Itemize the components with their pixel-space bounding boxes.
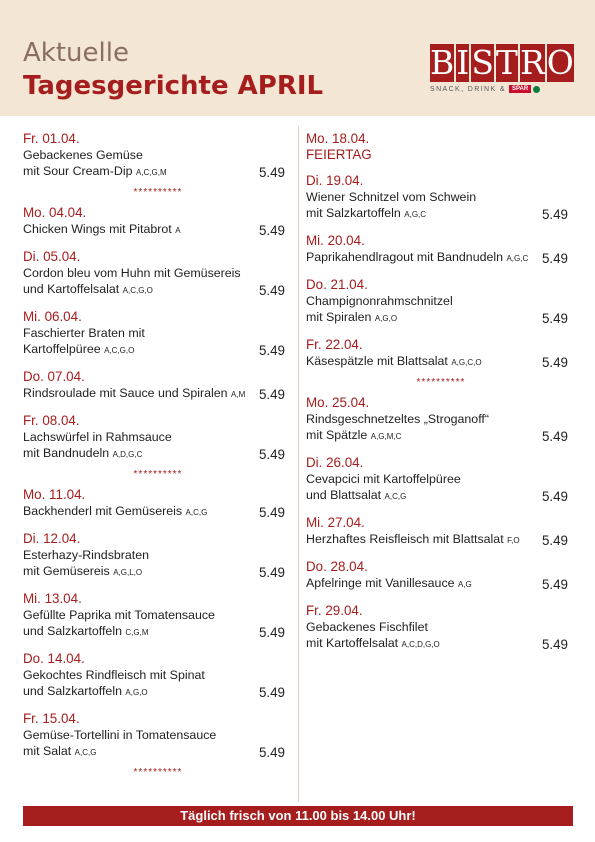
dish-text: Chicken Wings mit Pitabrot	[23, 222, 172, 236]
price: 5.49	[541, 577, 568, 592]
allergen-codes: A,D,G,C	[112, 450, 143, 459]
dish-line	[23, 147, 293, 163]
allergen-codes: C,G,M	[125, 628, 149, 637]
menu-item	[23, 369, 293, 403]
dish-text: Wiener Schnitzel vom Schwein	[306, 190, 477, 204]
price: 5.49	[258, 447, 285, 462]
allergen-codes: A,M	[231, 390, 246, 399]
dish-text: Lachswürfel in Rahmsauce	[23, 430, 172, 444]
menu-day: Mo. 04.04.	[23, 205, 87, 220]
allergen-codes: A,C,G	[74, 748, 97, 757]
dish-text: Backhenderl mit Gemüsereis	[23, 504, 183, 518]
allergen-codes: A,C,D,G,O	[401, 640, 440, 649]
menu-item	[306, 603, 576, 653]
footer-banner: Täglich frisch von 11.00 bis 14.00 Uhr!	[23, 806, 573, 826]
menu-day: Fr. 22.04.	[306, 337, 363, 352]
logo-letter: T	[495, 43, 518, 82]
menu-day: Fr. 08.04.	[23, 413, 80, 428]
dish-text: Gemüse-Tortellini in Tomatensauce	[23, 728, 217, 742]
menu-day: Fr. 01.04.	[23, 131, 80, 146]
allergen-codes: A,C,G,M	[135, 168, 167, 177]
menu-day: Mi. 13.04.	[23, 591, 82, 606]
price: 5.49	[541, 207, 568, 222]
price: 5.49	[258, 625, 285, 640]
dish-text: Kartoffelpüree	[23, 342, 101, 356]
logo-letter: O	[546, 43, 574, 82]
dish-text: Gebackenes Fischfilet	[306, 620, 428, 634]
dish-line	[23, 563, 293, 581]
menu-item	[23, 487, 293, 521]
dish-line	[23, 743, 293, 761]
dish-line	[23, 503, 293, 521]
menu-item	[306, 395, 576, 445]
menu-item	[306, 233, 576, 267]
price: 5.49	[541, 355, 568, 370]
menu-item	[23, 711, 293, 761]
dish-line	[23, 727, 293, 743]
dish-line	[306, 249, 576, 267]
menu-item	[306, 173, 576, 223]
holiday-note: FEIERTAG	[306, 147, 372, 162]
allergen-codes: A,G,O	[125, 688, 148, 697]
dish-line	[306, 353, 576, 371]
allergen-codes: A,G,C	[404, 210, 427, 219]
price: 5.49	[258, 343, 285, 358]
dish-line	[306, 189, 576, 205]
dish-text: Paprikahendlragout mit Bandnudeln	[306, 250, 504, 264]
price: 5.49	[258, 565, 285, 580]
separator-stars: **********	[133, 767, 183, 778]
allergen-codes: A,C,G,O	[122, 286, 153, 295]
dish-text: Käsespätzle mit Blattsalat	[306, 354, 448, 368]
dish-line	[23, 445, 293, 463]
dish-text: Esterhazy-Rindsbraten	[23, 548, 150, 562]
logo-subtitle	[430, 85, 573, 93]
dish-text: und Salzkartoffeln	[23, 684, 122, 698]
menu-day: Do. 07.04.	[23, 369, 85, 384]
menu-day: Mo. 11.04.	[23, 487, 86, 502]
separator-stars: **********	[416, 377, 466, 388]
allergen-codes: A,G,C	[506, 254, 529, 263]
dish-line	[306, 293, 576, 309]
menu-item	[306, 455, 576, 505]
price: 5.49	[541, 637, 568, 652]
dish-text: Champignonrahmschnitzel	[306, 294, 453, 308]
menu-item	[306, 559, 576, 593]
price: 5.49	[541, 533, 568, 548]
dish-text: mit Kartoffelsalat	[306, 636, 399, 650]
menu-day: Fr. 29.04.	[306, 603, 363, 618]
price: 5.49	[258, 685, 285, 700]
menu-item	[23, 531, 293, 581]
dish-line	[306, 575, 576, 593]
separator-stars: **********	[133, 469, 183, 480]
menu-item	[306, 515, 576, 549]
dish-text: Gebackenes Gemüse	[23, 148, 143, 162]
allergen-codes: A,C,G	[384, 492, 407, 501]
price: 5.49	[258, 165, 285, 180]
menu-day: Di. 05.04.	[23, 249, 81, 264]
menu-item	[23, 591, 293, 641]
price: 5.49	[541, 429, 568, 444]
menu-day: Do. 21.04.	[306, 277, 368, 292]
menu-item	[306, 131, 576, 163]
price: 5.49	[258, 387, 285, 402]
dish-line	[23, 163, 293, 181]
dish-line	[306, 309, 576, 327]
bistro-logo	[430, 44, 573, 93]
menu-item	[23, 249, 293, 299]
dish-text: mit Spiralen	[306, 310, 372, 324]
menu-day: Do. 14.04.	[23, 651, 85, 666]
logo-word	[430, 44, 573, 82]
price: 5.49	[258, 283, 285, 298]
price: 5.49	[258, 223, 285, 238]
dish-line	[23, 281, 293, 299]
dish-text: Cordon bleu vom Huhn mit Gemüsereis	[23, 266, 241, 280]
dish-text: Faschierter Braten mit	[23, 326, 145, 340]
price: 5.49	[258, 745, 285, 760]
menu-item	[23, 309, 293, 359]
price: 5.49	[541, 311, 568, 326]
dish-text: und Blattsalat	[306, 488, 382, 502]
spar-tree-icon	[533, 86, 540, 93]
menu-day: Di. 19.04.	[306, 173, 364, 188]
left-menu-column	[23, 131, 293, 785]
allergen-codes: A,G,C,O	[451, 358, 482, 367]
column-divider	[298, 126, 299, 802]
dish-line	[23, 341, 293, 359]
dish-line	[306, 635, 576, 653]
dish-text: und Salzkartoffeln	[23, 624, 122, 638]
dish-text: Gefüllte Paprika mit Tomatensauce	[23, 608, 215, 622]
allergen-codes: A,G,L,O	[113, 568, 143, 577]
dish-line	[23, 221, 293, 239]
menu-day: Mo. 18.04.	[306, 131, 370, 146]
dish-text: und Kartoffelsalat	[23, 282, 120, 296]
allergen-codes: A	[175, 226, 181, 235]
dish-text: Apfelringe mit Vanillesauce	[306, 576, 455, 590]
dish-line	[306, 619, 576, 635]
menu-day: Fr. 15.04.	[23, 711, 80, 726]
dish-line	[306, 531, 576, 549]
dish-text: Gekochtes Rindfleisch mit Spinat	[23, 668, 205, 682]
dish-text: mit Spätzle	[306, 428, 368, 442]
dish-line	[23, 429, 293, 445]
header-band	[0, 0, 595, 116]
menu-item	[306, 277, 576, 327]
dish-line	[306, 205, 576, 223]
dish-line	[306, 487, 576, 505]
spar-badge: SPAR	[509, 85, 531, 93]
allergen-codes: A,G,O	[374, 314, 398, 323]
logo-subtitle-text: SNACK, DRINK &	[430, 85, 506, 93]
price: 5.49	[258, 505, 285, 520]
separator-stars: **********	[133, 187, 183, 198]
page-title-line1: Aktuelle	[23, 38, 129, 68]
menu-item	[23, 413, 293, 463]
allergen-codes: A,C,G,O	[104, 346, 135, 355]
allergen-codes: A,G,M,C	[370, 432, 402, 441]
logo-letter: S	[471, 43, 494, 82]
allergen-codes: A,C,G	[185, 508, 208, 517]
menu-day: Do. 28.04.	[306, 559, 368, 574]
logo-letter: B	[430, 43, 455, 82]
dish-line	[23, 667, 293, 683]
logo-letter: I	[456, 43, 470, 82]
menu-item	[306, 337, 576, 371]
dish-line	[23, 683, 293, 701]
page-title-line2: Tagesgerichte APRIL	[23, 71, 324, 101]
price: 5.49	[541, 489, 568, 504]
price: 5.49	[541, 251, 568, 266]
dish-line	[23, 265, 293, 281]
dish-text: mit Sour Cream-Dip	[23, 164, 133, 178]
logo-letter: R	[519, 43, 545, 82]
allergen-codes: A,G	[458, 580, 472, 589]
dish-text: mit Bandnudeln	[23, 446, 110, 460]
menu-item	[23, 205, 293, 239]
dish-text: Cevapcici mit Kartoffelpüree	[306, 472, 461, 486]
dish-line	[306, 427, 576, 445]
dish-text: Rindsroulade mit Sauce und Spiralen	[23, 386, 228, 400]
menu-item	[23, 131, 293, 181]
menu-day: Di. 12.04.	[23, 531, 81, 546]
dish-line	[23, 547, 293, 563]
dish-text: mit Salat	[23, 744, 72, 758]
right-menu-column	[306, 131, 576, 663]
menu-day: Mi. 20.04.	[306, 233, 365, 248]
dish-line	[306, 411, 576, 427]
allergen-codes: F,O	[507, 536, 520, 545]
menu-item	[23, 651, 293, 701]
dish-text: mit Gemüsereis	[23, 564, 110, 578]
menu-day: Mi. 27.04.	[306, 515, 365, 530]
menu-day: Mi. 06.04.	[23, 309, 82, 324]
menu-day: Di. 26.04.	[306, 455, 364, 470]
dish-text: mit Salzkartoffeln	[306, 206, 401, 220]
dish-line	[23, 623, 293, 641]
dish-line	[23, 325, 293, 341]
menu-day: Mo. 25.04.	[306, 395, 370, 410]
dish-line	[306, 471, 576, 487]
dish-text: Rindsgeschnetzeltes „Stroganoff“	[306, 412, 489, 426]
dish-text: Herzhaftes Reisfleisch mit Blattsalat	[306, 532, 504, 546]
dish-line	[23, 607, 293, 623]
dish-line	[23, 385, 293, 403]
